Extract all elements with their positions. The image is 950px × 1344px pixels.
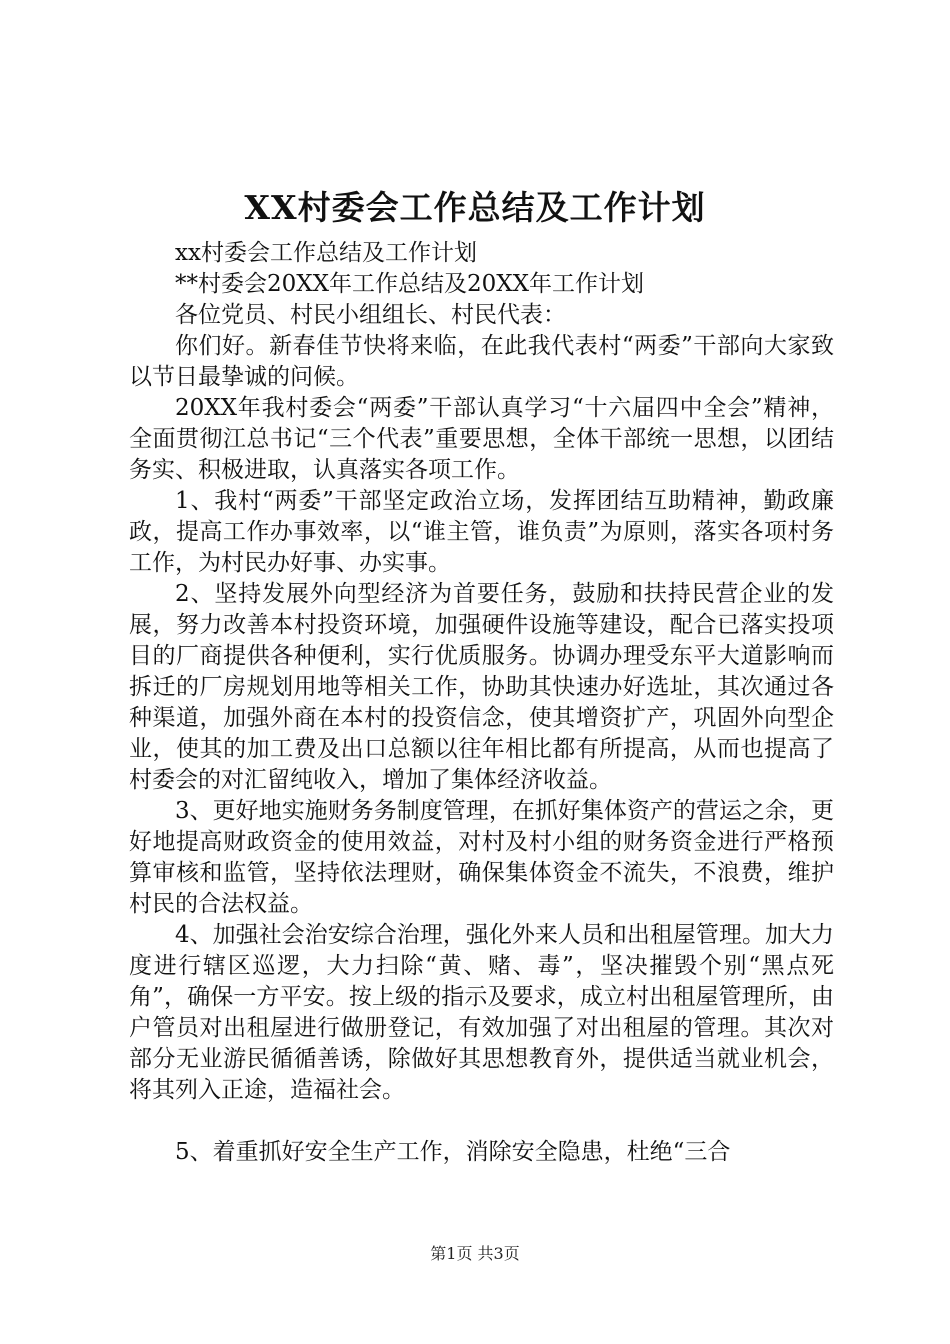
paragraph-subtitle: xx村委会工作总结及工作计划 [175,240,477,266]
paragraph-greeting: 你们好。新春佳节快将来临，在此我代表村“两委”干部向大家致以节日最挚诚的问候。 [129,333,834,390]
paragraph-item-1: 1、我村“两委”干部坚定政治立场，发挥团结互助精神，勤政廉政，提高工作办事效率，以“谁主管，谁负责”为原则，落实各项村务工作，为村民办好事、办实事。 [129,488,834,576]
paragraph-report-heading: **村委会20XX年工作总结及20XX年工作计划 [175,271,645,297]
page-number: 第1页 共3页 [430,1244,520,1263]
paragraph-overview: 20XX年我村委会“两委”干部认真学习“十六届四中全会”精神，全面贯彻江总书记“三个代表”重要思想，全体干部统一思想，以团结务实、积极进取，认真落实各项工作。 [129,395,834,483]
document-body [129,238,834,1168]
paragraph-item-3: 3、更好地实施财务务制度管理，在抓好集体资产的营运之余，更好地提高财政资金的使用效益，对村及村小组的财务资金进行严格预算审核和监管，坚持依法理财，确保集体资金不流失，不浪费，维护村民的合法权益。 [129,798,834,917]
paragraph-item-2: 2、坚持发展外向型经济为首要任务，鼓励和扶持民营企业的发展，努力改善本村投资环境，加强硬件设施等建设，配合已落实投项目的厂商提供各种便利，实行优质服务。协调办理受东平大道影响而拆迁的厂房规划用地等相关工作，协助其快速办好选址，其次通过各种渠道，加强外商在本村的投资信念，使其增资扩产，巩固外向型企业，使其的加工费及出口总额以往年相比都有所提高，从而也提高了村委会的对汇留纯收入，增加了集体经济收益。 [129,581,834,793]
document-title: XX村委会工作总结及工作计划 [244,188,706,227]
paragraph-salutation: 各位党员、村民小组组长、村民代表： [175,302,566,328]
paragraph-item-4: 4、加强社会治安综合治理，强化外来人员和出租屋管理。加大力度进行辖区巡逻，大力扫除“黄、赌、毒”，坚决摧毁个别“黑点死角”，确保一方平安。按上级的指示及要求，成立村出租屋管理所，由户管员对出租屋进行做册登记，有效加强了对出租屋的管理。其次对部分无业游民循循善诱，除做好其思想教育外，提供适当就业机会，将其列入正途，造福社会。 [129,922,834,1103]
paragraph-item-5: 5、着重抓好安全生产工作，消除安全隐患，杜绝“三合 [175,1139,731,1165]
